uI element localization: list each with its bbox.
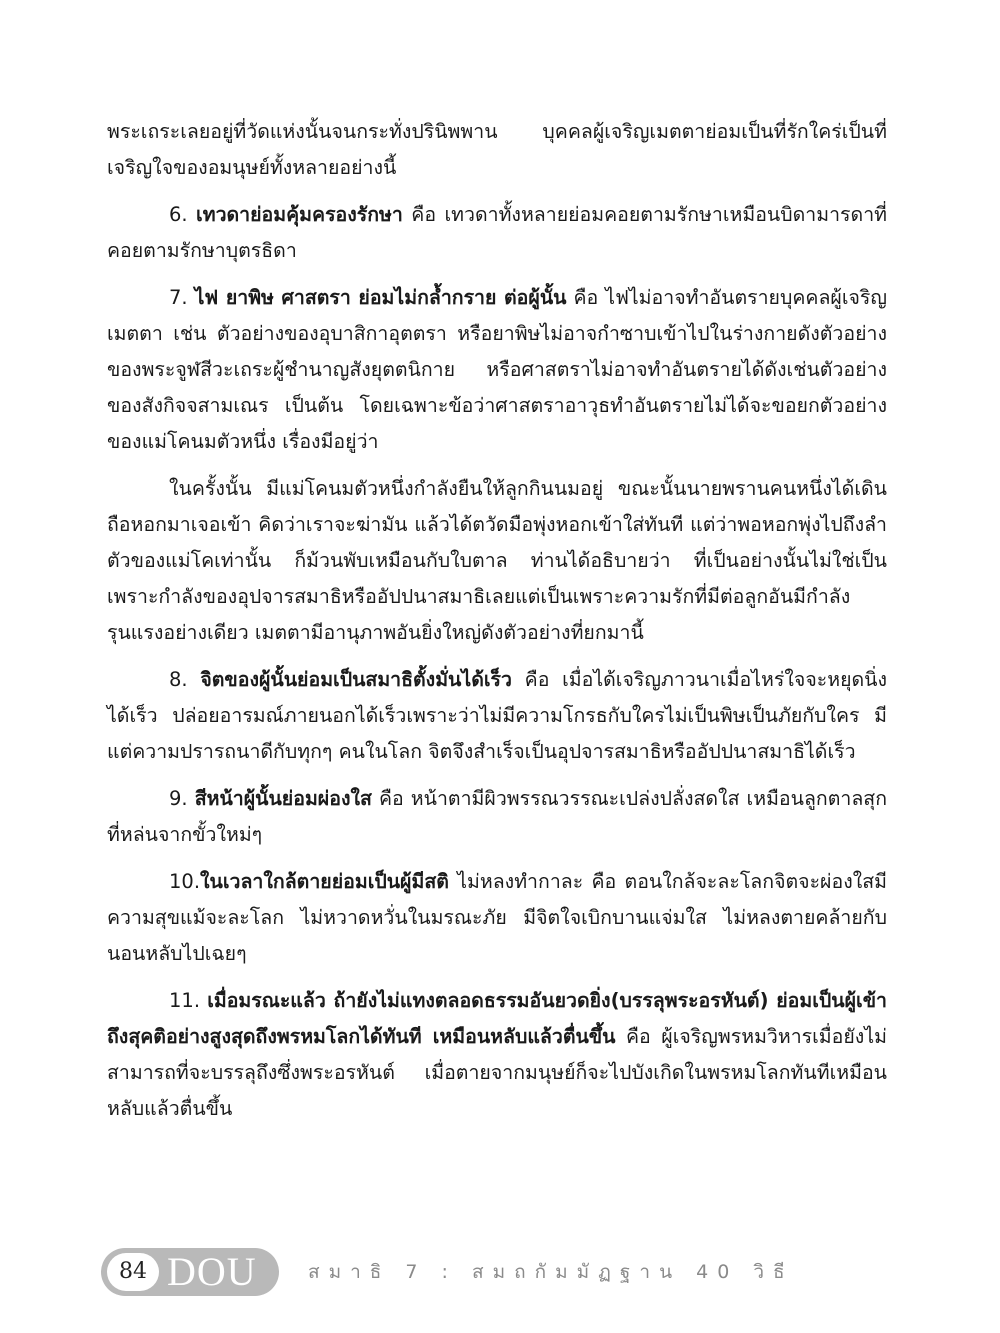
item-heading: เมื่อมรณะแล้ว ถ้ายังไม่แทงตลอดธรรมอันยวดยิ่ง(บรรลุพระอรหันต์) ย่อมเป็นผู้เข้าถึงสุคติอย่างสูงสุดถึงพรหมโลกได้ทันที เหมือนหลับแล้วตื่นขึ้น (107, 989, 887, 1048)
paragraph-item-8 (107, 662, 887, 770)
item-number: 11. (169, 989, 201, 1012)
paragraph-text: ในครั้งนั้น มีแม่โคนมตัวหนึ่งกำลังยืนให้ลูกกินนมอยู่ ขณะนั้นนายพรานคนหนึ่งได้เดินถือหอกมาเจอเข้า คิดว่าเราจะฆ่ามัน แล้วได้ตวัดมือพุ่งหอกเข้าใส่ทันที แต่ว่าพอหอกพุ่งไปถึงลำตัวของแม่โคเท่านั้น ก็ม้วนพับเหมือนกับใบตาล ท่านได้อธิบายว่า ที่เป็นอย่างนั้นไม่ใช่เป็นเพราะกำลังของอุปจารสมาธิหรืออัปปนาสมาธิเลยแต่เป็นเพราะความรักที่มีต่อลูกอันมีกำลังรุนแรงอย่างเดียว เมตตามีอานุภาพอันยิ่งใหญ่ดังตัวอย่างที่ยกมานี้ (107, 477, 887, 644)
paragraph-item-11 (107, 983, 887, 1127)
item-heading: สีหน้าผู้นั้นย่อมผ่องใส (194, 787, 372, 810)
item-number: 10. (169, 870, 201, 893)
item-heading: จิตของผู้นั้นย่อมเป็นสมาธิตั้งมั่นได้เร็ว (200, 668, 512, 691)
footer-badge (101, 1248, 279, 1296)
item-text: คือ ไฟไม่อาจทำอันตรายบุคคลผู้เจริญเมตตา เช่น ตัวอย่างของอุบาสิกาอุตตรา หรือยาพิษไม่อาจกำซาบเข้าไปในร่างกายดังตัวอย่างของพระจูฬสีวะเถระผู้ชำนาญสังยุตตนิกาย หรือศาสตราไม่อาจทำอันตรายได้ดังเช่นตัวอย่างของสังกิจจสามเณร เป็นต้น โดยเฉพาะข้อว่าศาสตราอาวุธทำอันตรายไม่ได้จะขอยกตัวอย่างของแม่โคนมตัวหนึ่ง เรื่องมีอยู่ว่า (107, 286, 887, 453)
item-text: คือ เมื่อได้เจริญภาวนาเมื่อไหร่ใจจะหยุดนิ่งได้เร็ว ปล่อยอารมณ์ภายนอกได้เร็วเพราะว่าไม่มีความโกรธกับใครไม่เป็นพิษเป็นภัยกับใคร มีแต่ความปรารถนาดีกับทุกๆ คนในโลก จิตจึงสำเร็จเป็นอุปจารสมาธิหรืออัปปนาสมาธิได้เร็ว (107, 668, 888, 763)
paragraph-item-6 (107, 197, 887, 269)
paragraph-text: พระเถระเลยอยู่ที่วัดแห่งนั้นจนกระทั่งปรินิพพาน บุคคลผู้เจริญเมตตาย่อมเป็นที่รักใคร่เป็นที่เจริญใจของอมนุษย์ทั้งหลายอย่างนี้ (107, 120, 887, 179)
item-heading: ไฟ ยาพิษ ศาสตรา ย่อมไม่กล้ำกราย ต่อผู้นั้น (194, 286, 567, 309)
item-number: 6. (169, 203, 188, 226)
item-text: คือ หน้าตามีผิวพรรณวรรณะเปล่งปลั่งสดใส เหมือนลูกตาลสุกที่หล่นจากขั้วใหม่ๆ (107, 787, 887, 846)
item-number: 8. (169, 668, 188, 691)
item-text: คือ ผู้เจริญพรหมวิหารเมื่อยังไม่สามารถที่จะบรรลุถึงซึ่งพระอรหันต์ เมื่อตายจากมนุษย์ก็จะไปบังเกิดในพรหมโลกทันทีเหมือนหลับแล้วตื่นขึ้น (107, 1025, 887, 1120)
running-title: สมาธิ 7 : สมถกัมมัฏฐาน 40 วิธี (308, 1261, 794, 1283)
page-number: 84 (107, 1253, 159, 1291)
item-text: ไม่หลงทำกาละ คือ ตอนใกล้จะละโลกจิตจะผ่องใสมีความสุขแม้จะละโลก ไม่หวาดหวั่นในมรณะภัย มีจิตใจเบิกบานแจ่มใส ไม่หลงตายคล้ายกับนอนหลับไปเฉยๆ (107, 870, 887, 965)
paragraph-item-9 (107, 781, 887, 853)
paragraph-item-7 (107, 280, 887, 460)
item-text: คือ เทวดาทั้งหลายย่อมคอยตามรักษาเหมือนบิดามารดาที่คอยตามรักษาบุตรธิดา (107, 203, 887, 262)
item-heading: เทวดาย่อมคุ้มครองรักษา (196, 203, 403, 226)
paragraph-item-10 (107, 864, 887, 972)
page-footer (101, 1248, 901, 1298)
item-number: 9. (169, 787, 188, 810)
page-body (107, 114, 887, 1138)
paragraph-continuation (107, 114, 887, 186)
dou-logo: DOU (167, 1249, 257, 1294)
item-heading: ในเวลาใกล้ตายย่อมเป็นผู้มีสติ (200, 870, 449, 893)
item-number: 7. (169, 286, 188, 309)
paragraph-story (107, 471, 887, 651)
